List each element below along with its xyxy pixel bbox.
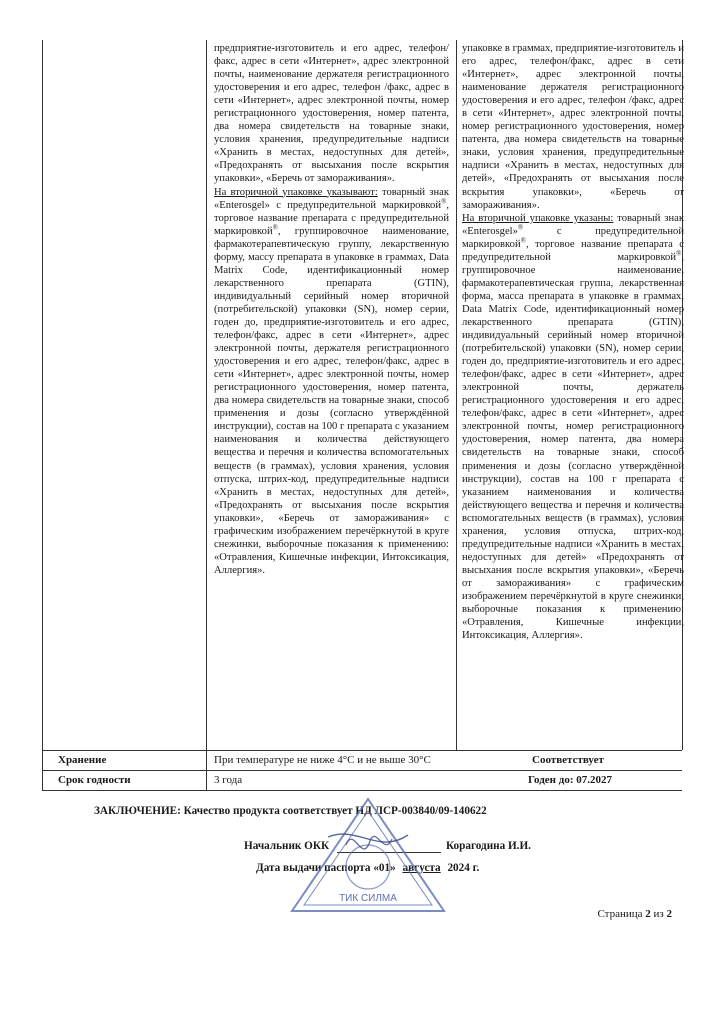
- registered-mark: ®: [517, 223, 524, 232]
- table-line-left: [42, 40, 43, 790]
- table-line-h2: [42, 770, 682, 771]
- issue-date-day: «01»: [373, 862, 396, 874]
- head-label: Начальник ОКК: [244, 840, 330, 852]
- conclusion-text: ЗАКЛЮЧЕНИЕ: Качество продукта соответствует НД ЛСР-003840/09-140622: [94, 805, 487, 817]
- left-paragraph-primary: предприятие-изготовитель и его адрес, телефон/факс, адрес в сети «Интернет», адрес электронной почты, наименование держателя регистрационного удостоверения и его адрес, телефон /факс, адрес в сети «Интернет», адрес электронной почты, номер регистрационного удостоверения, номер патента, два номера свидетельств на товарные знаки, условия хранения, предупредительные надписи «Хранить в местах, недоступных для детей», «Предохранять от высыхания после вскрытия упаковки», «Беречь от замораживания».: [214, 43, 449, 185]
- registered-mark: ®: [441, 197, 447, 206]
- registered-mark: ®: [520, 236, 526, 245]
- storage-requirement: При температуре не ниже 4°С и не выше 30°С: [214, 754, 431, 766]
- registered-mark: ®: [272, 223, 278, 232]
- page-number: Страница 2 из 2: [597, 908, 672, 920]
- company-stamp: [288, 795, 448, 920]
- registered-mark: ®: [676, 249, 682, 258]
- issue-date-month: августа: [402, 862, 441, 874]
- left-column-text: [214, 42, 449, 577]
- right-paragraph-secondary: На вторичной упаковке указаны: товарный знак «Enterosgel»® с предупредительной маркировкой®, торговое название препарата с предупредительной маркировкой®, группировочное наименование, фармакотерапевтическая группа, лекарственная форма, масса препарата в упаковке в граммах, Data Matrix Code, идентификационный номер лекарственного препарата (GTIN), индивидуальный серийный номер вторичной (потребительской) упаковки (SN), номер серии, годен до, предприятие-изготовитель и его адрес, телефон/факс, адрес в сети «Интернет», адрес электронной почты, держатель регистрационного удостоверения и его адрес, телефон/факс, адрес в сети «Интернет», адрес электронной почты, номер регистрационного удостоверения, номер патента, два номера свидетельств на товарные знаки, способ применения и дозы (согласно утверждённой инструкции), состав на 100 г препарата с указанием наименования и количества действующего вещества и перечня и количества вспомогательных веществ (в граммах), условия хранения, условия отпуска, штрих-код, предупредительные надписи «Хранить в местах, недоступных для детей» «Предохранять от высыхания после вскрытия упаковки», «Беречь от замораживания» с графическим изображением перечёркнутой в круге снежинки, выборочные показания к применению: «Отравления, Кишечные инфекции, Интоксикация, Аллергия».: [462, 212, 684, 642]
- issue-date-year: 2024 г.: [447, 862, 480, 874]
- table-line-col2: [456, 40, 457, 750]
- left-heading: На вторичной упаковке указывают:: [214, 186, 378, 198]
- right-column-text: [462, 42, 684, 642]
- shelf-life-result: Годен до: 07.2027: [528, 774, 612, 786]
- issue-date-label: Дата выдачи паспорта: [256, 862, 371, 874]
- table-line-h3: [42, 790, 682, 791]
- right-heading: На вторичной упаковке указаны:: [462, 212, 614, 224]
- storage-label: Хранение: [58, 754, 107, 766]
- table-line-h1: [42, 750, 682, 751]
- head-name: Корагодина И.И.: [446, 840, 531, 852]
- left-paragraph-secondary: На вторичной упаковке указывают: товарный знак «Enterosgel» с предупредительной маркировкой®, торговое название препарата с предупредительной маркировкой®, группировочное наименование, фармакотерапевтическую группу, лекарственную форму, массу препарата в упаковке в граммах, Data Matrix Code, идентификационный номер лекарственного препарата (GTIN), индивидуальный серийный номер вторичной (потребительской) упаковки (SN), номер серии, годен до, предприятие-изготовитель и его адрес, телефон/факс, адрес в сети «Интернет», адрес электронной почты, держателя регистрационного удостоверения и его адрес, телефон/факс, адрес в сети «Интернет», адрес электронной почты, номер регистрационного удостоверения, номер патента, два номера свидетельств на товарные знаки, способ применения и дозы (согласно утверждённой инструкции), состав на 100 г препарата с указанием наименования и количества действующего вещества и перечня и количества вспомогательных веществ (в граммах), условия хранения, условия отпуска, штрих-код, предупредительные надписи «Хранить в местах, недоступных для детей», «Предохранять от высыхания после вскрытия упаковки», «Беречь от замораживания» с графическим изображением перечёркнутой в круге снежинки, выборочные показания к применению: «Отравления, Кишечные инфекции, Интоксикация, Аллергия».: [214, 186, 449, 576]
- shelf-life-requirement: 3 года: [214, 774, 243, 786]
- stamp-triangle-icon: [288, 795, 448, 915]
- stamp-text: ТИК СИЛМА: [339, 893, 397, 904]
- right-paragraph-primary: упаковке в граммах, предприятие-изготовитель и его адрес, телефон/факс, адрес в сети «Интернет», адрес электронной почты, наименование держателя регистрационного удостоверения и его адрес, телефон /факс, адрес в сети «Интернет», адрес электронной почты, номер регистрационного удостоверения, номер патента, два номера свидетельств на товарные знаки, условия хранения, предупредительные надписи «Хранить в местах, недоступных для детей», «Предохранять от высыхания после вскрытия упаковки», «Беречь от замораживания».: [462, 43, 684, 211]
- storage-result: Соответствует: [532, 754, 604, 766]
- shelf-life-label: Срок годности: [58, 774, 131, 786]
- table-line-col1: [206, 40, 207, 790]
